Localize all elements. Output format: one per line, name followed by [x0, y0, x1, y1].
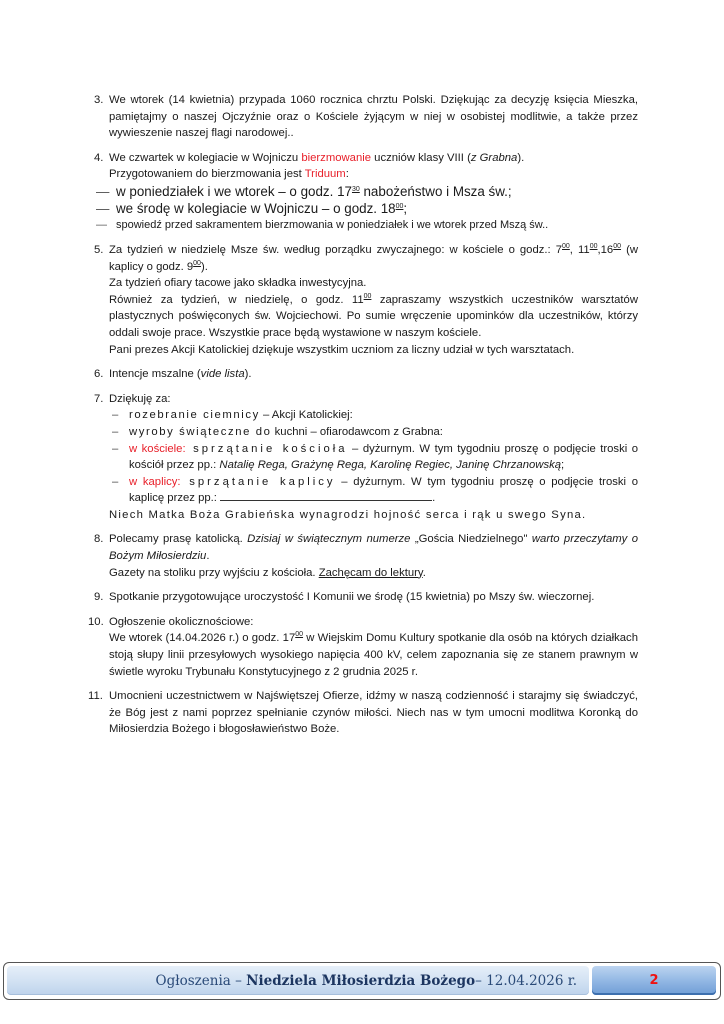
time-minutes: 30: [351, 185, 360, 193]
text: Przygotowaniem do bierzmowania jest: [109, 168, 305, 181]
thanks-item-chapel: [109, 474, 638, 507]
mass-schedule: [109, 242, 638, 275]
text: kuchni – ofiarodawcom z Grabna:: [271, 425, 443, 438]
newspapers-note: [109, 565, 638, 582]
item-number: 9.: [94, 591, 104, 604]
confirmation-line: [109, 150, 638, 167]
text: w poniedziałek i we wtorek – o godz. 17: [116, 183, 352, 199]
item-number: 11.: [88, 690, 103, 703]
announcement-3: [94, 92, 638, 142]
church-label: w kościele:: [129, 442, 186, 455]
text: .: [432, 492, 436, 505]
item-number: 6.: [94, 368, 104, 381]
item-number: 7.: [94, 392, 104, 405]
thanks-item-church: [109, 441, 638, 474]
thanks-note: Pani prezes Akcji Katolickiej dziękuje wszystkim uczniom za liczny udział w tych warsztatach.: [109, 343, 575, 356]
text: (w kaplicy o godz. 9: [109, 243, 638, 273]
text: warto przeczytamy o Bożym Miłosierdziu: [109, 533, 639, 563]
announcements-list: [88, 92, 639, 746]
chapel-label: w kaplicy:: [129, 475, 181, 488]
time-minutes: 00: [562, 242, 570, 250]
text: we środę w kolegiacie w Wojniczu – o godz. 18: [116, 200, 396, 216]
dash-icon: –: [112, 475, 119, 488]
announcement-9: [94, 589, 638, 606]
text: Za tydzień w niedzielę Msze św. według porządku zwyczajnego: w kościele o godz.: 7: [109, 243, 562, 256]
time-minutes: 00: [193, 259, 201, 267]
dash-icon: –: [112, 442, 119, 455]
workshop-invitation: [109, 292, 638, 342]
dash-icon: –: [112, 409, 119, 422]
text: Dzisiaj w świątecznym numerze: [247, 533, 411, 546]
triduum-day-2: [94, 200, 638, 217]
text: – Akcji Katolickiej:: [259, 409, 353, 422]
text: Umocnieni uczestnictwem w Najświętszej Ofierze, idźmy w naszą codzienność i starajmy się świadczyć, że Bóg jest z nami poprzez spełnianie czynów miłości. Niech nas w tym umocni modlitwa Koronką do Miłosierdzia Bożego i błogosławieństwo Boże.: [109, 690, 638, 736]
text: ;: [403, 200, 408, 216]
text: ).: [517, 151, 525, 164]
preparation-line: [109, 166, 638, 183]
text: We wtorek (14.04.2026 r.) o godz. 17: [109, 632, 296, 645]
text: ,16: [597, 243, 614, 256]
item-number: 4.: [94, 151, 104, 164]
announcement-8: [94, 531, 638, 581]
page-footer: [3, 962, 721, 1000]
text: Spotkanie przygotowujące uroczystość I Komunii we środę (15 kwietnia) po Mszy św. wieczornej.: [109, 591, 595, 604]
text: ).: [200, 260, 208, 273]
text: .: [206, 550, 210, 563]
time-minutes: 00: [395, 202, 404, 210]
footer-title: Niedziela Miłosierdzia Bożego: [246, 972, 476, 989]
text: w Wiejskim Domu Kultury spotkanie dla osób na których działkach stoją słupy linii przesyłowych wysokiego napięcia 400 kV, celem zapoznania się ze stanem prawnym w świetle wyroku Trybunału Konstytucyjnego z 2 grudnia 2025 r.: [109, 632, 638, 678]
confession-note: [94, 217, 638, 234]
occasional-body: [109, 630, 638, 680]
volunteer-names: Natalię Rega, Grażynę Rega, Karolinę Regiec, Janinę Chrzanowską: [219, 459, 562, 472]
item-number: 5.: [94, 243, 104, 256]
thanks-intro: Dziękuję za:: [109, 392, 171, 405]
announcement-5: [94, 242, 638, 358]
item-number: 10.: [88, 615, 104, 628]
triduum-highlight: Triduum: [304, 168, 346, 181]
dash-icon: –: [112, 425, 119, 438]
text: „Gościa Niedzielnego": [410, 533, 532, 546]
text: ;: [561, 459, 565, 472]
dash-icon: —: [96, 218, 107, 231]
announcement-10: [88, 614, 638, 680]
reading-encouragement: Zachęcam do lektury: [318, 566, 423, 579]
announcement-4: [94, 150, 638, 234]
text: Polecamy prasę katolicką.: [109, 533, 248, 546]
item-number: 8.: [94, 533, 104, 546]
occasional-title: Ogłoszenie okolicznościowe:: [109, 615, 254, 628]
text: zapraszamy wszystkich uczestników warsztatów plastycznych poświęconych św. Wojciechowi. Po sumie wręczenie upominków dla uczestników, którzy oddali swoje prace. Wszystkie prace będą wystawione w naszym kościele.: [109, 293, 638, 339]
text: spowiedź przed sakramentem bierzmowania w poniedziałek i we wtorek przed Mszą św..: [116, 218, 549, 231]
time-minutes: 00: [613, 242, 622, 250]
announcement-11: [88, 688, 638, 738]
text: – dyżurnym. W tym tygodniu proszę o podjęcie troski o kościół przez pp.:: [129, 442, 639, 472]
text: sprzątanie kościoła: [185, 442, 348, 455]
text: Gazety na stoliku przy wyjściu z kościoła.: [109, 566, 319, 579]
text: Intencje mszalne (: [109, 368, 201, 381]
announcement-6: [94, 366, 638, 383]
time-minutes: 00: [589, 242, 598, 250]
blank-line: [220, 490, 432, 501]
thanks-item-2: [109, 424, 638, 441]
dash-icon: —: [96, 183, 110, 199]
text: We czwartek w kolegiacie w Wojniczu: [109, 151, 302, 164]
dash-icon: —: [96, 200, 110, 216]
triduum-day-1: [94, 183, 638, 200]
confirmation-highlight: bierzmowanie: [301, 151, 372, 164]
text: .: [422, 566, 426, 579]
text: – dyżurnym. W tym tygodniu proszę o podjęcie troski o kaplicę przez pp.:: [129, 475, 639, 505]
footer-prefix: Ogłoszenia –: [155, 972, 242, 989]
press-recommendation: [109, 531, 638, 564]
closing-blessing: Niech Matka Boża Grabieńska wynagrodzi hojność serca i rąk u swego Syna.: [109, 508, 587, 521]
announcement-7: [94, 391, 638, 524]
page-number: 2: [649, 973, 659, 988]
item-number: 3.: [94, 94, 104, 106]
text: rozebranie ciemnicy: [129, 409, 260, 422]
footer-date: – 12.04.2026 r.: [475, 972, 577, 989]
vide-lista: vide lista: [200, 368, 245, 381]
text: nabożeństwo i Msza św.;: [359, 183, 512, 199]
text: , 11: [569, 243, 590, 256]
time-minutes: 00: [363, 292, 372, 300]
village-name: z Grabna: [470, 151, 518, 164]
item-text: We wtorek (14 kwietnia) przypada 1060 rocznica chrztu Polski. Dziękując za decyzję księcia Mieszka, pamiętajmy o naszej Ojczyźnie oraz o Kościele żyjącym w niej w osobistej modlitwie, a także przez wywieszenie naszej flagi narodowej..: [109, 94, 638, 140]
time-minutes: 00: [295, 631, 304, 639]
footer-title-bar: [7, 966, 589, 995]
text: wyroby świąteczne do: [129, 425, 272, 438]
text: Również za tydzień, w niedzielę, o godz. 11: [109, 293, 364, 306]
thanks-item-1: [109, 407, 638, 424]
text: ).: [244, 368, 252, 381]
page-number-box: [592, 966, 716, 995]
text: :: [345, 168, 349, 181]
text: sprzątanie kaplicy: [180, 475, 336, 488]
offering-note: Za tydzień ofiary tacowe jako składka inwestycyjna.: [109, 277, 367, 290]
text: uczniów klasy VIII (: [371, 151, 471, 164]
